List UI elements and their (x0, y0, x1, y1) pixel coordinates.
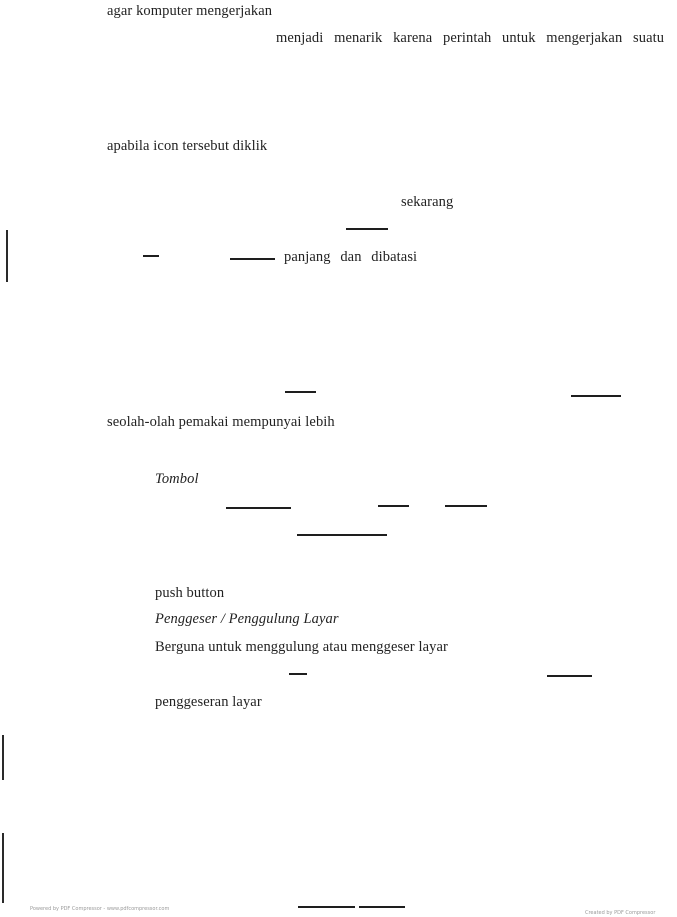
underline-rule (445, 505, 487, 507)
text-line-agar-komputer: agar komputer mengerjakan (107, 3, 273, 19)
margin-change-bar (6, 230, 8, 282)
text-line-push-button: push button (155, 585, 225, 601)
underline-rule (547, 675, 592, 677)
underline-rule (285, 391, 316, 393)
text-line-sekarang: sekarang (401, 194, 454, 210)
dash-rule (143, 255, 159, 257)
margin-change-bar (2, 735, 4, 780)
underline-rule (378, 505, 409, 507)
underline-rule (226, 507, 291, 509)
underline-rule (571, 395, 621, 397)
footer-watermark-left: Powered by PDF Compressor - www.pdfcompressor.com (30, 906, 170, 912)
underline-rule (297, 534, 387, 536)
margin-change-bar (2, 833, 4, 903)
dash-rule (289, 673, 307, 675)
underline-rule (359, 906, 405, 908)
heading-penggeser: Penggeser / Penggulung Layar (155, 611, 339, 627)
text-line-penggeseran-layar: penggeseran layar (155, 694, 262, 710)
text-line-seolah-olah: seolah-olah pemakai mempunyai lebih (107, 414, 335, 430)
footer-watermark-right: Created by PDF Compressor (585, 910, 656, 916)
text-line-berguna: Berguna untuk menggulung atau menggeser layar (155, 639, 448, 655)
text-line-apabila-icon: apabila icon tersebut diklik (107, 138, 268, 154)
text-line-panjang-dibatasi: panjang dan dibatasi (284, 249, 418, 265)
text-line-menjadi-menarik: menjadi menarik karena perintah untuk mengerjakan suatu (276, 30, 665, 46)
underline-rule (298, 906, 355, 908)
heading-tombol: Tombol (155, 471, 199, 487)
underline-rule (346, 228, 388, 230)
underline-rule (230, 258, 275, 260)
